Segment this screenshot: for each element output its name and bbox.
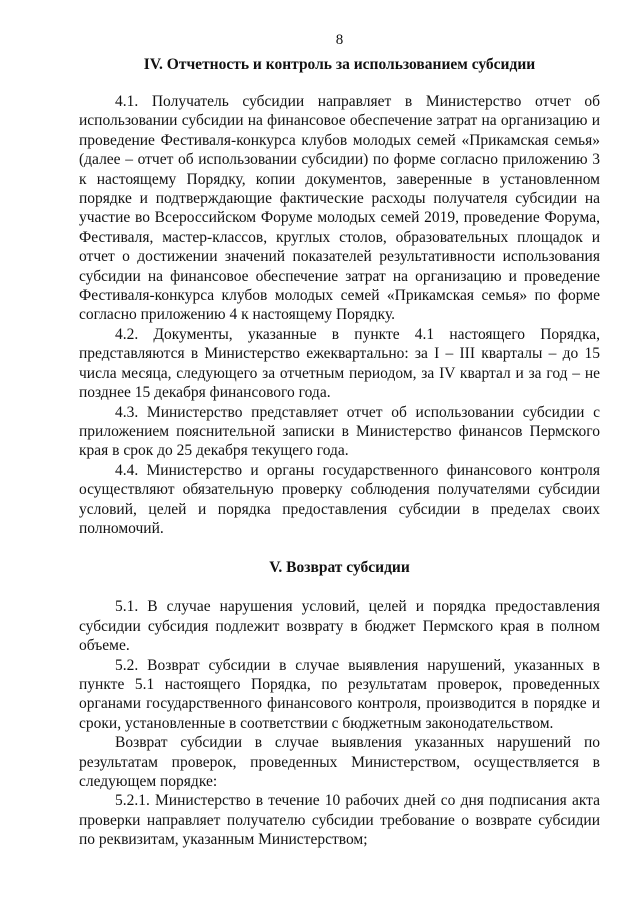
paragraph-5-2: 5.2. Возврат субсидии в случае выявления нарушений, указанных в пункте 5.1 настоящего Порядка, по результатам проверок, проведенных органами государственного финансового контроля, производится в порядке и сроки, установленные в соответствии с бюджетным законодательством. xyxy=(79,656,600,732)
section-title: V. Возврат субсидии xyxy=(269,559,410,577)
paragraph-4-2: 4.2. Документы, указанные в пункте 4.1 настоящего Порядка, представляются в Министерство ежеквартально: за I – III кварталы – до 15 числа месяца, следующего за отчетным периодом, за IV квартал и за год – не позднее 15 декабря финансового года. xyxy=(79,325,600,402)
paragraph-4-3: 4.3. Министерство представляет отчет об использовании субсидии с приложением пояснительной записки в Министерство финансов Пермского края в срок до 25 декабря текущего года. xyxy=(79,403,600,460)
paragraph-5-1: 5.1. В случае нарушения условий, целей и порядка предоставления субсидии субсидия подлежит возврату в бюджет Пермского края в полном объеме. xyxy=(79,598,600,655)
paragraph-4-4: 4.4. Министерство и органы государственного финансового контроля осуществляют обязательную проверку соблюдения получателями субсидии условий, целей и порядка предоставления субсидии в пределах своих полномочий. xyxy=(79,461,600,537)
section-v xyxy=(79,558,600,849)
paragraph-5-2-return-order: Возврат субсидии в случае выявления указанных нарушений по результатам проверок, проведенных Министерством, осуществляется в следующем порядке: xyxy=(79,734,600,790)
section-title: IV. Отчетность и контроль за использованием субсидии xyxy=(143,56,536,73)
page-number: 8 xyxy=(335,32,344,48)
section-iv xyxy=(79,55,600,538)
paragraph-4-1: 4.1. Получатель субсидии направляет в Министерство отчет об использовании субсидии на финансовое обеспечение затрат на организацию и проведение Фестиваля-конкурса клубов молодых семей «Прикамская семья» (далее – отчет об использовании субсидии) по форме согласно приложению 3 к настоящему Порядку, копии документов, заверенные в установленном порядке и подтверждающие фактические расходы получателя субсидии на участие во Всероссийском Форуме молодых семей 2019, проведение Форума, Фестиваля, мастер-классов, круглых столов, образовательных площадок и отчет о достижении значений показателей результативности использования субсидии на финансовое обеспечение затрат на организацию и проведение Фестиваля-конкурса клубов молодых семей «Прикамская семья» по форме согласно приложению 4 к настоящему Порядку. xyxy=(79,93,600,324)
paragraph-5-2-1: 5.2.1. Министерство в течение 10 рабочих дней со дня подписания акта проверки направляет получателю субсидии требование о возврате субсидии по реквизитам, указанным Министерством; xyxy=(79,792,600,849)
